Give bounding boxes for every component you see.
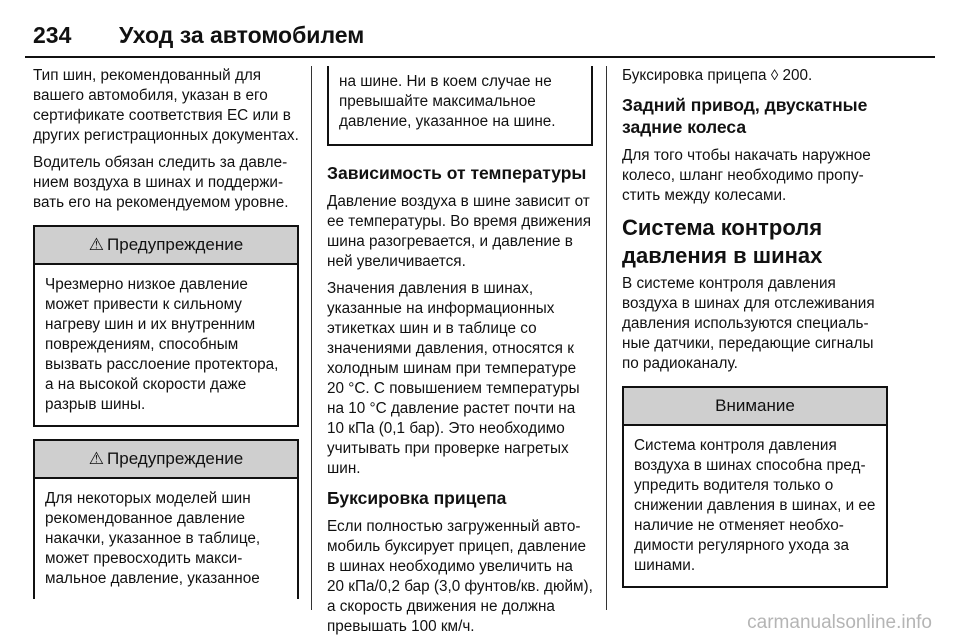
temperature-paragraph-2: Значения давления в шинах, указанные на информационных этикетках шин и в таблице со значениями давления, относятся к холодным шинам при температуре 20 °C. С повышением температуры на 10 °C давление растет почти на 10 кПа (0,1 бар). Это необходимо учитывать при проверке нагретых шин. bbox=[327, 280, 580, 477]
header-rule bbox=[25, 56, 935, 58]
rear-drive-paragraph: Для того чтобы накачать наружное колесо, шланг необходимо пропустить между колесами. bbox=[622, 147, 871, 204]
towing-paragraph: Если полностью загруженный автомобиль буксирует прицеп, давление в шинах необходимо увеличить на 20 кПа/0,2 бар (3,0 фунтов/кв. дюйм), а скорость движения не должна превышать 100 км/ч. bbox=[327, 518, 593, 635]
watermark: carmanualsonline.info bbox=[747, 612, 932, 633]
driver-duty-paragraph: Водитель обязан следить за давлением воздуха в шинах и поддерживать его на рекомендуемом уровне. bbox=[33, 154, 289, 211]
column-divider-1 bbox=[311, 66, 312, 610]
warning-text: Чрезмерно низкое давление может привести к сильному нагреву шин и их внутренним повреждениям, способным вызвать расслоение протектора, а на высокой скорости даже разрыв шины. bbox=[45, 276, 279, 413]
notice-box bbox=[622, 386, 888, 588]
towing-reference bbox=[622, 66, 888, 86]
warning-box-header bbox=[35, 227, 297, 265]
page-header bbox=[25, 22, 935, 62]
warning-text: Для некоторых моделей шин рекомендованное давление накачки, указанное в таблице, может превосходить максимальное давление, указанное bbox=[45, 490, 261, 587]
warning-triangle-icon: ⚠ bbox=[88, 449, 105, 468]
column-3 bbox=[622, 66, 888, 600]
temperature-paragraph-1: Давление воздуха в шине зависит от ее температуры. Во время движения шина разогревается, и давление в ней увеличивается. bbox=[327, 193, 592, 270]
warning-text-continued: на шине. Ни в коем случае не превышайте максимальное давление, указанное на шине. bbox=[339, 73, 556, 130]
heading-towing: Буксировка прицепа bbox=[327, 488, 507, 508]
column-2 bbox=[327, 66, 593, 644]
warning-box-max-pressure bbox=[33, 439, 299, 599]
warning-box-max-pressure-continued bbox=[327, 66, 593, 146]
warning-title: Предупреждение bbox=[107, 235, 244, 254]
warning-triangle-icon: ⚠ bbox=[88, 235, 105, 254]
heading-rear-drive: Задний привод, двускатные задние колеса bbox=[622, 95, 868, 137]
notice-box-header bbox=[624, 388, 886, 426]
section-title: Уход за автомобилем bbox=[119, 22, 365, 48]
notice-title: Внимание bbox=[715, 396, 795, 415]
warning-box-low-pressure bbox=[33, 225, 299, 427]
heading-tpms: Система контроля давления в шинах bbox=[622, 215, 823, 268]
page-number: 234 bbox=[33, 22, 72, 48]
notice-text: Система контроля давления воздуха в шинах способна предупредить водителя только о снижении давления в шинах, и ее наличие не отменяет необходимости регулярного ухода за шинами. bbox=[634, 437, 876, 574]
warning-title: Предупреждение bbox=[107, 449, 244, 468]
tpms-paragraph: В системе контроля давления воздуха в шинах для отслеживания давления используются специальные датчики, передающие сигналы по радиоканалу. bbox=[622, 275, 875, 372]
column-divider-2 bbox=[606, 66, 607, 610]
warning-box-header bbox=[35, 441, 297, 479]
towing-reference-link[interactable]: Буксировка прицепа bbox=[622, 67, 767, 84]
tire-type-paragraph: Тип шин, рекомендованный для вашего автомобиля, указан в его сертификате соответствия ЕС или в других регистрационных документах. bbox=[33, 67, 299, 144]
page-reference-icon: ◊ bbox=[770, 67, 779, 84]
reference-page: 200. bbox=[782, 67, 813, 84]
column-1 bbox=[33, 66, 299, 599]
heading-temperature: Зависимость от температуры bbox=[327, 163, 587, 183]
